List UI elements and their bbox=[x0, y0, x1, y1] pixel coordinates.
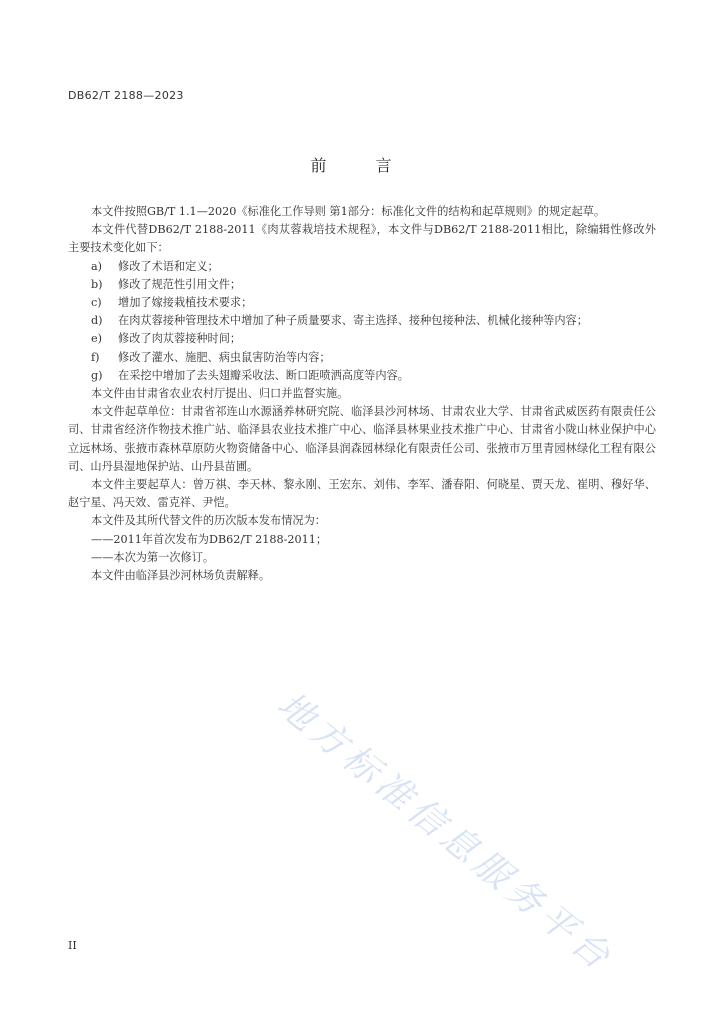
list-item-text: 修改了术语和定义； bbox=[118, 259, 219, 273]
list-item-text: 修改了灌水、施肥、病虫鼠害防治等内容； bbox=[118, 350, 331, 364]
list-marker: d) bbox=[91, 314, 103, 328]
standard-code: DB62/T 2188—2023 bbox=[68, 89, 184, 102]
list-item bbox=[68, 258, 656, 276]
history-intro-paragraph: 本文件及其所代替文件的历次版本发布情况为： bbox=[91, 514, 326, 528]
list-item bbox=[68, 367, 656, 385]
list-item-text: 在肉苁蓉接种管理技术中增加了种子质量要求、寄主选择、接种包接种法、机械化接种等内容； bbox=[118, 314, 588, 328]
history-item: ——本次为第一次修订。 bbox=[91, 550, 215, 564]
list-item-text: 增加了嫁接栽植技术要求； bbox=[118, 296, 253, 310]
list-item-text: 修改了肉苁蓉接种时间； bbox=[118, 332, 242, 346]
replacement-paragraph: 本文件代替DB62/T 2188-2011《肉苁蓉栽培技术规程》，本文件与DB62/T 2188-2011相比，除编辑性修改外主要技术变化如下： bbox=[68, 223, 656, 255]
changes-list bbox=[68, 258, 656, 385]
list-marker: a) bbox=[91, 259, 103, 273]
list-item bbox=[68, 349, 656, 367]
list-marker: b) bbox=[91, 277, 103, 291]
drafting-units-paragraph: 本文件起草单位：甘肃省祁连山水源涵养林研究院、临泽县沙河林场、甘肃农业大学、甘肃省武威医药有限责任公司、甘肃省经济作物技术推广站、临泽县农业技术推广中心、临泽县林果业技术推广中心、甘肃省小陇山林业保护中心立远林场、张掖市森林草原防火物资储备中心、临泽县润森园林绿化有限责任公司、张掖市万里青园林绿化工程有限公司、山丹县湿地保护站、山丹县苗圃。 bbox=[68, 405, 656, 473]
list-item bbox=[68, 294, 656, 312]
watermark-text: 地方标准信息服务平台 bbox=[269, 684, 622, 981]
drafting-rule-paragraph: 本文件按照GB/T 1.1—2020《标准化工作导则 第1部分：标准化文件的结构和起草规则》的规定起草。 bbox=[91, 205, 606, 218]
list-marker: c) bbox=[91, 296, 102, 310]
page-number: II bbox=[68, 939, 77, 952]
list-item bbox=[68, 312, 656, 330]
drafters-paragraph: 本文件主要起草人：曾万祺、李天林、黎永刚、王宏东、刘伟、李军、潘春阳、何晓星、贾天龙、崔明、穆好华、赵宁星、冯天效、雷克祥、尹恺。 bbox=[68, 478, 656, 510]
list-item bbox=[68, 276, 656, 294]
list-marker: g) bbox=[91, 368, 103, 382]
list-item bbox=[68, 330, 656, 348]
history-item: ——2011年首次发布为DB62/T 2188-2011； bbox=[91, 532, 328, 546]
foreword-body bbox=[68, 203, 656, 585]
list-marker: f) bbox=[91, 350, 100, 364]
list-item-text: 在采挖中增加了去头翅瓣采收法、断口距喷洒高度等内容。 bbox=[118, 368, 409, 382]
list-item-text: 修改了规范性引用文件； bbox=[118, 277, 242, 291]
page-title: 前 言 bbox=[310, 156, 414, 175]
proposer-paragraph: 本文件由甘肃省农业农村厅提出、归口并监督实施。 bbox=[91, 387, 349, 401]
interpretation-paragraph: 本文件由临泽县沙河林场负责解释。 bbox=[91, 569, 271, 583]
list-marker: e) bbox=[91, 332, 102, 346]
